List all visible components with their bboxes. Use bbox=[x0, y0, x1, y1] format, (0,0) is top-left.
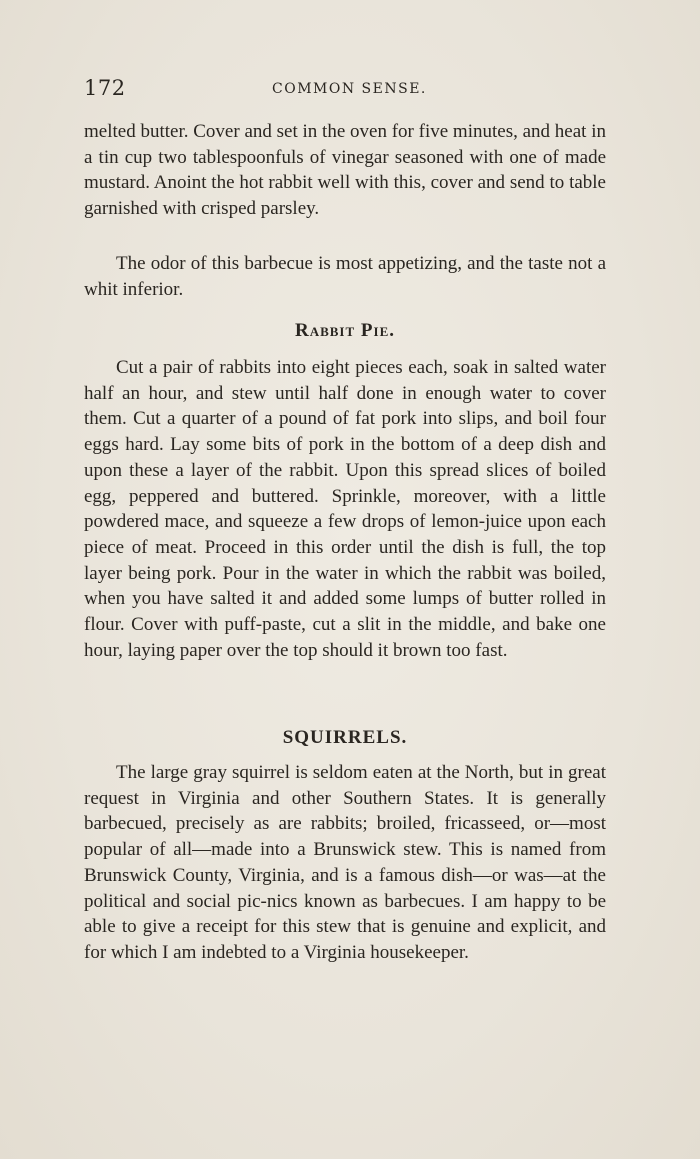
running-head: COMMON SENSE. bbox=[272, 81, 427, 97]
section-heading-rabbit-pie: Rabbit Pie. bbox=[294, 320, 396, 341]
section-heading-squirrels: SQUIRRELS. bbox=[282, 727, 408, 748]
paragraph-continuation: melted butter. Cover and set in the oven for five minutes, and heat in a tin cup two tablespoonfuls of vinegar seasoned with one of made mustard. Anoint the hot rabbit well with this, cover and send to table garnished with crisped parsley. bbox=[84, 121, 606, 220]
paragraph-barbecue-odor: The odor of this barbecue is most appetizing, and the taste not a whit inferior. bbox=[84, 253, 606, 300]
page-number: 172 bbox=[84, 76, 126, 100]
paragraph-rabbit-pie: Cut a pair of rabbits into eight pieces each, soak in salted water half an hour, and stew until half done in enough water to cover them. Cut a quarter of a pound of fat pork into slips, and boil four eggs hard. Lay some bits of pork in the bottom of a deep dish and upon these a layer of the rabbit. Upon this spread slices of boiled egg, peppered and buttered. Sprinkle, moreover, with a little powdered mace, and squeeze a few drops of lemon-juice upon each piece of meat. Proceed in this order until the dish is full, the top layer being pork. Pour in the water in which the rabbit was boiled, when you have salted it and added some lumps of butter rolled in flour. Cover with puff-paste, cut a slit in the middle, and bake one hour, laying paper over the top should it brown too fast. bbox=[84, 357, 606, 661]
paragraph-squirrels: The large gray squirrel is seldom eaten at the North, but in great request in Virginia and other Southern States. It is generally barbecued, precisely as are rabbits; broiled, fricasseed, or—most popular of all—made into a Brunswick stew. This is named from Brunswick County, Virginia, and is a famous dish—or was—at the political and social pic-nics known as barbecues. I am happy to be able to give a receipt for this stew that is genuine and explicit, and for which I am indebted to a Virginia housekeeper. bbox=[84, 762, 606, 963]
page-header bbox=[84, 76, 606, 102]
